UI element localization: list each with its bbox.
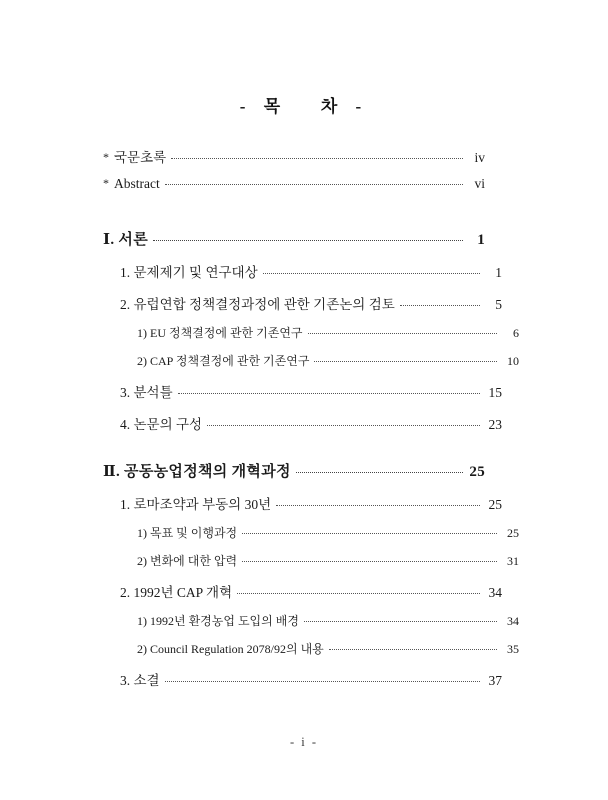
dot-leader [400, 305, 480, 306]
toc-entry-page: 34 [488, 585, 502, 600]
toc-entry-title: 2) 변화에 대한 압력 [137, 554, 238, 568]
toc-entry-1-4[interactable] [120, 413, 502, 433]
toc-entry-title: 2. 유럽연합 정책결정과정에 관한 기존논의 검토 [120, 297, 395, 312]
toc-entry-1-2-1[interactable] [137, 324, 519, 341]
toc-entry-title: 국문초록 [114, 150, 167, 165]
toc-entry-page: 37 [488, 673, 502, 688]
toc-entry-1-2-2[interactable] [137, 352, 519, 369]
dot-leader [329, 649, 497, 650]
toc-entry-2-2-1[interactable] [137, 612, 519, 629]
page-title: - 목 차 - [239, 97, 369, 116]
toc-entry-page: 31 [507, 554, 519, 568]
dot-leader [296, 472, 463, 473]
toc-entry-title: 1. 로마조약과 부동의 30년 [120, 497, 272, 512]
toc-entry-page: 35 [507, 642, 519, 656]
toc-entry-page: 6 [513, 326, 519, 340]
dot-leader [304, 621, 497, 622]
toc-entry-title: 4. 논문의 구성 [120, 417, 203, 432]
toc-entry-title: 3. 소결 [120, 673, 160, 688]
toc-entry-1-1[interactable] [120, 261, 502, 281]
toc-entry-page: iv [474, 150, 485, 165]
toc-entry-page: 25 [507, 526, 519, 540]
toc-entry-2-1-2[interactable] [137, 552, 519, 569]
toc-entry-title: Ⅱ. 공동농업정책의 개혁과정 [103, 464, 291, 480]
toc-entry-1-2[interactable] [120, 293, 502, 313]
toc-entry-title: Abstract [114, 176, 160, 191]
toc-entry-page: 23 [488, 417, 502, 432]
dot-leader [237, 593, 480, 594]
dot-leader [242, 533, 497, 534]
toc-entry-title: 1) EU 정책결정에 관한 기존연구 [137, 326, 303, 340]
toc-entry-page: 5 [495, 297, 502, 312]
toc-entry-label [103, 176, 164, 192]
toc-entry-page: 1 [495, 265, 502, 280]
dot-leader [276, 505, 480, 506]
dot-leader [178, 393, 480, 394]
toc-entry-chapter-2[interactable] [103, 460, 485, 481]
toc-entry-2-2-2[interactable] [137, 640, 519, 657]
toc-entry-title: 2. 1992년 CAP 개혁 [120, 585, 233, 600]
asterisk-icon: * [103, 150, 109, 164]
toc-entry-page: 25 [469, 464, 485, 480]
toc-entry-gukmun-chorok[interactable] [103, 146, 485, 166]
toc-entry-2-1-1[interactable] [137, 524, 519, 541]
dot-leader [153, 240, 463, 241]
toc-entry-page: 1 [477, 232, 485, 248]
section-spacer [103, 202, 485, 228]
toc-entry-title: Ⅰ. 서론 [103, 232, 148, 248]
toc-entry-title: 1. 문제제기 및 연구대상 [120, 265, 258, 280]
dot-leader [165, 681, 480, 682]
toc-entry-page: vi [474, 176, 485, 191]
dot-leader [242, 561, 497, 562]
toc-entry-title: 2) Council Regulation 2078/92의 내용 [137, 642, 324, 656]
toc-entry-title: 1) 1992년 환경농업 도입의 배경 [137, 614, 299, 628]
dot-leader [207, 425, 480, 426]
toc-entry-2-3[interactable] [120, 669, 502, 689]
toc-entry-title: 2) CAP 정책결정에 관한 기존연구 [137, 354, 310, 368]
toc-entry-abstract[interactable] [103, 176, 485, 192]
toc-entry-list [103, 146, 519, 689]
toc-entry-2-1[interactable] [120, 493, 502, 513]
toc-entry-page: 10 [507, 354, 519, 368]
dot-leader [308, 333, 497, 334]
toc-entry-label [103, 146, 170, 166]
dot-leader [165, 184, 463, 185]
toc-entry-page: 34 [507, 614, 519, 628]
page-number-footer: - i - [289, 735, 319, 749]
dot-leader [263, 273, 480, 274]
toc-entry-chapter-1[interactable] [103, 228, 485, 249]
toc-entry-2-2[interactable] [120, 581, 502, 601]
asterisk-icon: * [103, 176, 109, 190]
toc-entry-page: 25 [488, 497, 502, 512]
section-spacer [103, 433, 485, 460]
toc-entry-title: 3. 분석틀 [120, 385, 173, 400]
toc-entry-page: 15 [488, 385, 502, 400]
dot-leader [314, 361, 497, 362]
toc-entry-title: 1) 목표 및 이행과정 [137, 526, 238, 540]
toc-entry-1-3[interactable] [120, 381, 502, 401]
dot-leader [171, 158, 463, 159]
